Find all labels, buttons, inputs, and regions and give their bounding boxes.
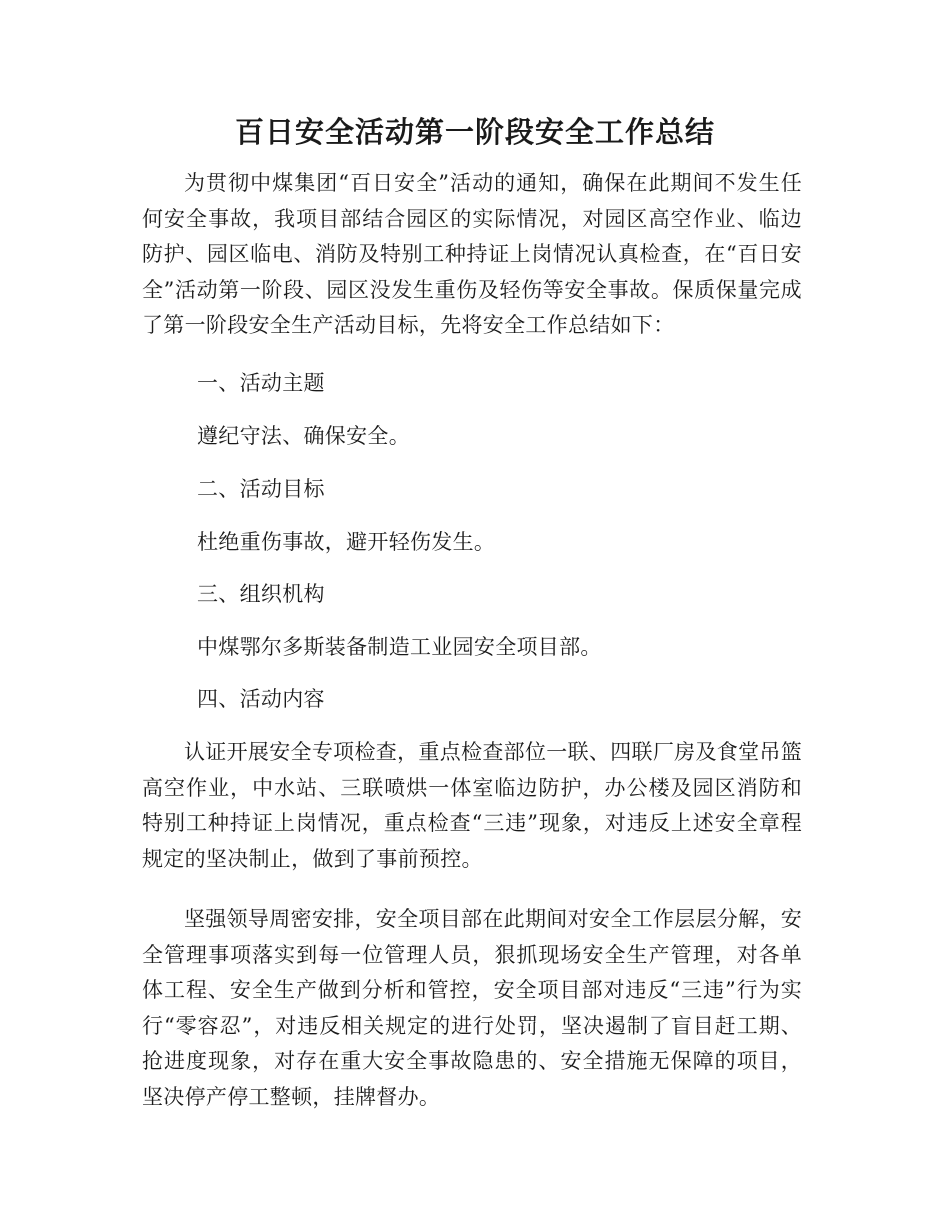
intro-paragraph: 为贯彻中煤集团“百日安全”活动的通知，确保在此期间不发生任何安全事故，我项目部结合园区的实际情况，对园区高空作业、临边防护、园区临电、消防及特别工种持证上岗情况认真检查，在“百日安全”活动第一阶段、园区没发生重伤及轻伤等安全事故。保质保量完成了第一阶段安全生产活动目标，先将安全工作总结如下：: [142, 171, 802, 337]
section-heading-goal: 二、活动目标: [197, 477, 325, 501]
section-body-organization: 中煤鄂尔多斯装备制造工业园安全项目部。: [197, 635, 602, 659]
section-heading-organization: 三、组织机构: [197, 582, 325, 606]
section-body-theme: 遵纪守法、确保安全。: [197, 424, 410, 448]
section-body-goal: 杜绝重伤事故，避开轻伤发生。: [197, 530, 496, 554]
document-title: 百日安全活动第一阶段安全工作总结: [234, 115, 715, 149]
content-paragraph-leadership: 坚强领导周密安排，安全项目部在此期间对安全工作层层分解，安全管理事项落实到每一位管理人员，狠抓现场安全生产管理，对各单体工程、安全生产做到分析和管控，安全项目部对违反“三违”行为实行“零容忍”，对违反相关规定的进行处罚，坚决遏制了盲目赶工期、抢进度现象，对存在重大安全事故隐患的、安全措施无保障的项目，坚决停产停工整顿，挂牌督办。: [142, 907, 802, 1109]
section-heading-content: 四、活动内容: [197, 687, 325, 711]
content-paragraph-inspection: 认证开展安全专项检查，重点检查部位一联、四联厂房及食堂吊篮高空作业，中水站、三联喷烘一体室临边防护，办公楼及园区消防和特别工种持证上岗情况，重点检查“三违”现象，对违反上述安全章程规定的坚决制止，做到了事前预控。: [142, 740, 802, 871]
section-heading-theme: 一、活动主题: [197, 371, 325, 395]
